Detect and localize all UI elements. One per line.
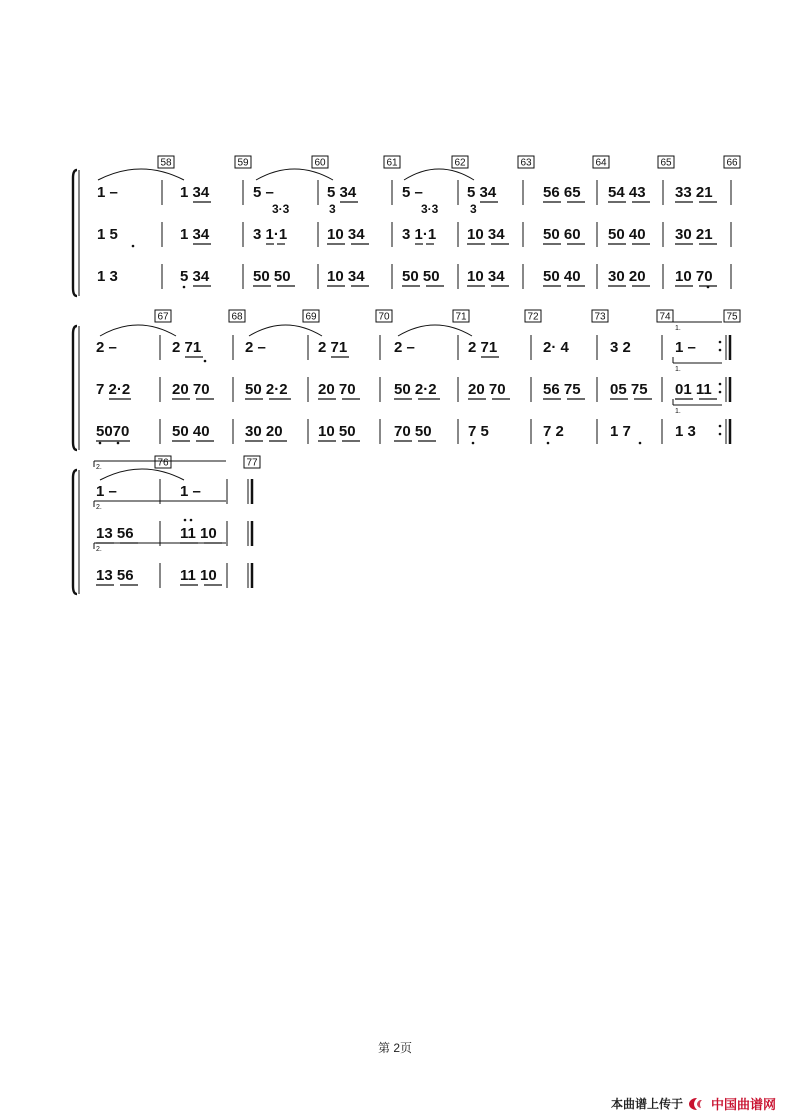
note-group: 5 34 [327,184,357,201]
note-group: 20 70 [468,381,506,398]
volta-label: 1. [675,366,681,373]
system-1 [73,156,740,296]
slur [100,325,176,336]
note-group: 1 34 [180,226,210,243]
note-group: 2 – [394,339,415,356]
note-group: 5 – [253,184,274,201]
measure-number: 76 [157,457,169,469]
measure-number: 59 [237,157,249,169]
measure-number: 61 [386,157,398,169]
note-group: 1 5 [97,226,118,243]
system-brace [73,470,77,594]
measure-number: 74 [659,311,671,323]
small-note: 3 [329,202,336,216]
note-group: 20 70 [318,381,356,398]
octave-dot [132,245,135,248]
note-group: 50 40 [172,423,210,440]
note-group: 2 71 [318,339,348,356]
note-group: 50 50 [253,268,291,285]
note-group: 56 65 [543,184,581,201]
system-2 [73,310,740,450]
note-group: 13 56 [96,567,134,584]
measure-number: 71 [455,311,467,323]
volta-label: 2. [96,504,102,511]
upload-credit [611,1094,776,1113]
measure-number: 75 [726,311,738,323]
octave-dot [719,341,722,344]
system-brace [73,170,77,296]
measure-number: 72 [527,311,539,323]
slur [249,325,322,336]
site-logo-text: 中国曲谱网 [710,1097,776,1112]
small-note: 3·3 [272,202,290,216]
note-group: 1 – [97,184,118,201]
note-group: 2 71 [172,339,202,356]
note-group: 1 7 [610,423,631,440]
system-brace [73,326,77,450]
octave-dot [719,349,722,352]
measure-number: 69 [305,311,317,323]
note-group: 30 21 [675,226,713,243]
small-note: 3·3 [421,202,439,216]
note-group: 10 34 [467,226,505,243]
octave-dot [719,433,722,436]
slur [98,169,184,180]
note-group: 5 34 [467,184,497,201]
note-group: 11 10 [180,567,217,584]
note-group: 2· 4 [543,339,569,356]
page-number: 第 2页 [377,1041,412,1055]
volta-label: 2. [96,546,102,553]
note-group: 54 43 [608,184,646,201]
measure-number: 60 [314,157,326,169]
octave-dot [547,442,550,445]
measure-number: 64 [595,157,607,169]
note-group: 56 75 [543,381,581,398]
note-group: 3 1·1 [402,226,437,243]
note-group: 1 3 [675,423,696,440]
measure-number: 66 [726,157,738,169]
measure-number: 58 [160,157,172,169]
octave-dot [99,442,102,445]
note-group: 20 70 [172,381,210,398]
note-group: 10 34 [327,268,365,285]
octave-dot [472,442,475,445]
octave-dot [204,360,207,363]
note-group: 33 21 [675,184,713,201]
note-group: 7 5 [468,423,489,440]
slur [256,169,333,180]
note-group: 11 10 [180,525,217,542]
octave-dot [719,391,722,394]
small-note: 3 [470,202,477,216]
note-group: 2 71 [468,339,498,356]
note-group: 10 34 [327,226,365,243]
measure-number: 67 [157,311,169,323]
note-group: 50 2·2 [394,381,437,398]
note-group: 10 70 [675,268,713,285]
note-group: 1 3 [97,268,118,285]
note-group: 01 11 [675,381,712,398]
slur [100,469,184,480]
note-group: 50 50 [402,268,440,285]
note-group: 1 – [180,483,201,500]
note-group: 30 20 [245,423,283,440]
note-group: 70 50 [394,423,432,440]
note-group: 50 2·2 [245,381,288,398]
slur [398,325,472,336]
measure-number: 77 [246,457,258,469]
note-group: 2 – [245,339,266,356]
note-group: 10 50 [318,423,356,440]
octave-dot [117,442,120,445]
note-group: 3 1·1 [253,226,288,243]
note-group: 5070 [96,423,130,440]
note-group: 3 2 [610,339,631,356]
note-group: 50 40 [608,226,646,243]
note-group: 10 34 [467,268,505,285]
measure-number: 70 [378,311,390,323]
site-logo-icon [687,1097,707,1111]
measure-number: 68 [231,311,243,323]
measure-number: 73 [594,311,606,323]
note-group: 1 34 [180,184,210,201]
note-group: 13 56 [96,525,134,542]
note-group: 05 75 [610,381,648,398]
note-group: 1 – [96,483,117,500]
volta-label: 1. [675,408,681,415]
volta-label: 2. [96,464,102,471]
credit-prefix: 本曲谱上传于 [610,1097,683,1111]
measure-number: 63 [520,157,532,169]
octave-dot [719,383,722,386]
octave-dot [184,519,187,522]
measure-number: 62 [454,157,466,169]
octave-dot [639,442,642,445]
note-group: 50 40 [543,268,581,285]
octave-dot [719,425,722,428]
slur [404,169,474,180]
note-group: 30 20 [608,268,646,285]
note-group: 2 – [96,339,117,356]
note-group: 1 – [675,339,696,356]
system-3 [73,456,260,594]
note-group: 7 2 [543,423,564,440]
octave-dot [183,286,186,289]
note-group: 7 2·2 [96,381,131,398]
note-group: 5 – [402,184,423,201]
note-group: 5 34 [180,268,210,285]
note-group: 50 60 [543,226,581,243]
volta-label: 1. [675,325,681,332]
measure-number: 65 [660,157,672,169]
octave-dot [190,519,193,522]
octave-dot [707,286,710,289]
